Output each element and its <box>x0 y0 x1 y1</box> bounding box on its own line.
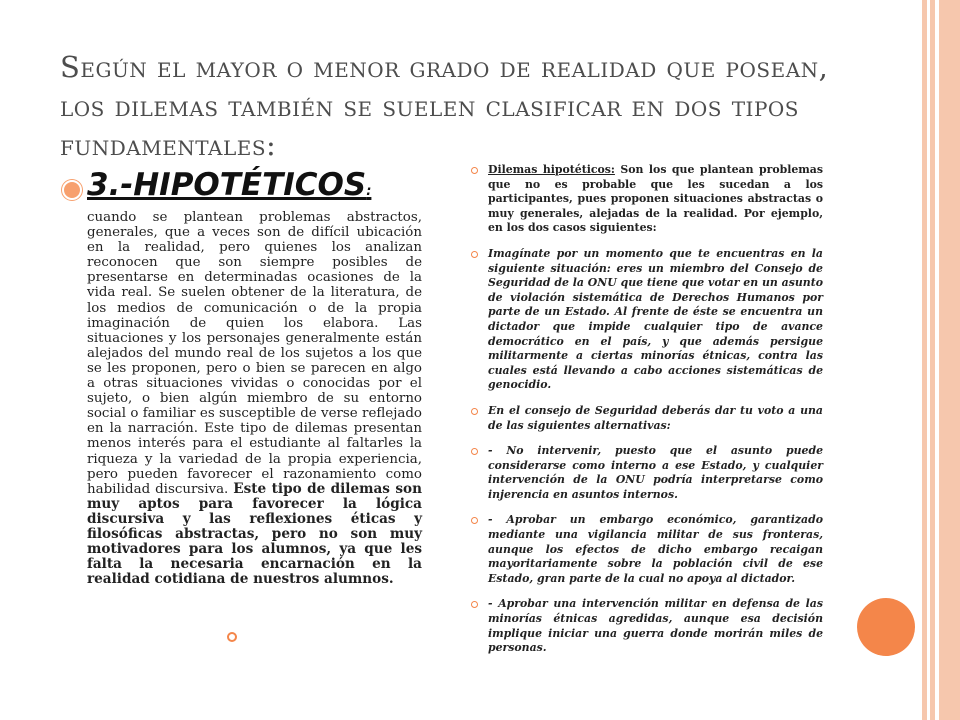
bullet-icon <box>471 448 478 455</box>
list-item <box>471 163 823 236</box>
bullet-icon <box>62 180 82 200</box>
intro-paragraph <box>488 163 823 236</box>
list-item <box>471 444 823 502</box>
bullet-icon <box>471 601 478 608</box>
decorative-circle <box>857 598 915 656</box>
decorative-stripes <box>922 0 960 720</box>
heading-suffix: : <box>366 184 372 199</box>
list-item <box>471 404 823 433</box>
intro-label: Dilemas hipotéticos: <box>488 163 615 176</box>
bullet-icon <box>471 167 478 174</box>
list-item <box>471 597 823 655</box>
item-text: Imagínate por un momento que te encuentras en la siguiente situación: eres un miembro del Consejo de Seguridad de la ONU que tiene que votar en un asunto de violación sistemática de Derechos Humanos por parte de un Estado. Al frente de éste se encuentra un dictador que impide cualquier tipo de avance democrático en el país, y que además persigue militarmente a ciertas minorías étnicas, contra las cuales está llevando a cabo acciones sistemáticas de genocidio. <box>488 246 823 392</box>
item-text: - No intervenir, puesto que el asunto puede considerarse como interno a ese Estado, y cualquier intervención de la ONU podría interpretarse como injerencia en asuntos internos. <box>488 444 823 501</box>
slide-title: Según el mayor o menor grado de realidad que posean, los dilemas también se suelen clasificar en dos tipos fundamentales: <box>60 50 829 162</box>
bullet-icon <box>471 251 478 258</box>
item-text: En el consejo de Seguridad deberás dar tu voto a una de las siguientes alternativas: <box>488 403 823 432</box>
right-column <box>471 163 823 667</box>
item-text: - Aprobar un embargo económico, garantizado mediante una vigilancia militar de sus fronteras, aunque los efectos de dicho embargo recaigan mayoritariamente sobre la población civil de ese Estado, gran parte de la cual no apoya al dictador. <box>488 513 823 585</box>
intro-text: Son los que plantean problemas que no es probable que les sucedan a los participantes, pues proponen situaciones abstractas o muy generales, alejadas de la realidad. Por ejemplo, en los dos casos siguientes: <box>488 163 823 235</box>
list-item <box>471 513 823 586</box>
list-item <box>471 247 823 393</box>
left-body-text: cuando se plantean problemas abstractos, generales, que a veces son de difícil ubicación en la realidad, pero quienes los analizan reconocen que son siempre posibles de presentarse en determinadas ocasiones de la vida real. Se suelen obtener de la literatura, de los medios de comunicación o de la propia imaginación de quien los elabora. Las situaciones y los personajes generalmente están alejados del mundo real de los sujetos a los que se les proponen, pero o bien se parecen en algo a otras situaciones vividas o conocidas por el sujeto, o bien algún miembro de su entorno social o familiar es susceptible de verse reflejado en la narración. Este tipo de dilemas presentan menos interés para el estudiante al faltarles la riqueza y la variedad de la propia experiencia, pero pueden favorecer el razonamiento como habilidad discursiva. <box>87 210 422 497</box>
bullet-icon <box>471 517 478 524</box>
heading-text: 3.-HIPOTÉTICOS <box>87 167 367 203</box>
item-text: - Aprobar una intervención militar en defensa de las minorías étnicas agredidas, aunque esa decisión implique iniciar una guerra donde morirán miles de personas. <box>488 597 823 655</box>
left-column <box>87 167 422 587</box>
section-heading <box>87 167 422 210</box>
bullet-icon <box>471 408 478 415</box>
empty-bullet-icon <box>227 632 237 642</box>
left-bold-text: Este tipo de dilemas son muy aptos para favorecer la lógica discursiva y las reflexiones éticas y filosóficas abstractas, pero no son muy motivadores para los alumnos, ya que les falta la necesaria encarnación en la realidad cotidiana de nuestros alumnos. <box>87 480 422 588</box>
